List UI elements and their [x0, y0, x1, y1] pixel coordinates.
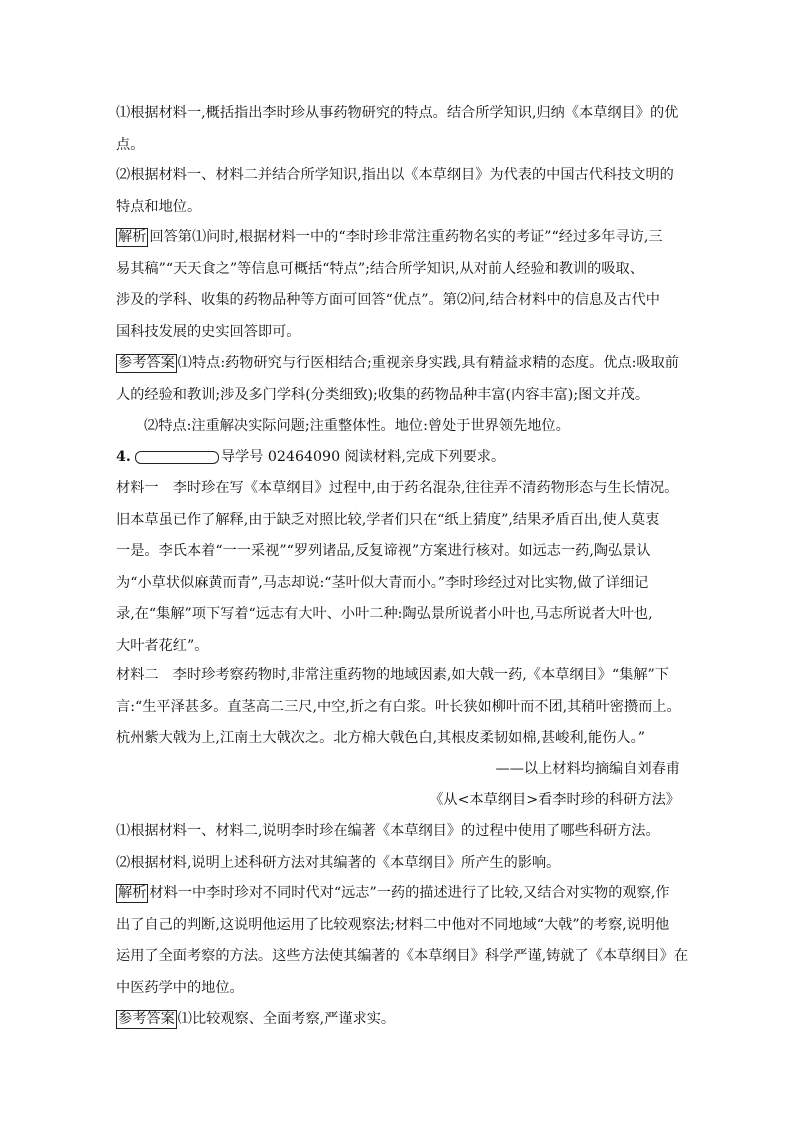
material-2: 材料二 李时珍考察药物时,非常注重药物的地域因素,如大戟一药,《本草纲目》“集解”下 言:“生平泽甚多。直茎高二三尺,中空,折之有白浆。叶长狭如柳叶而不团,其稍叶密攒而上。 杭州紫大戟为上,江南土大戟次之。北方棉大戟色白,其根皮柔韧如棉,甚峻利,能伤人。”: [116, 667, 681, 747]
source-title: 《从<本草纲目>看李时珍的科研方法》: [429, 792, 680, 808]
source-attribution: ——以上材料均摘编自刘春甫: [495, 761, 680, 777]
answer-tag: 参考答案: [118, 1011, 175, 1027]
answer-3: 参考答案 ⑴特点:药物研究与行医相结合;重视亲身实践,具有精益求精的态度。优点:吸取前 人的经验和教训;涉及多门学科(分类细致);收集的药物品种丰富(内容丰富);图文并茂。 ⑵特点:注重解决实际问题;注重整体性。地位:曾处于世界领先地位。: [116, 355, 679, 435]
guide-number-box: [135, 451, 219, 464]
analysis-tag: 解析: [118, 229, 147, 245]
question-3-part-1: ⑴根据材料一,概括指出李时珍从事药物研究的特点。结合所学知识,归纳《本草纲目》的优 点。: [116, 105, 679, 153]
analysis-3: 解析 回答第⑴问时,根据材料一中的“李时珍非常注重药物名实的考证”“经过多年寻访,三 易其稿”“天天食之”等信息可概括“特点”;结合所学知识,从对前人经验和教训的吸取、 涉及的学科、收集的药物品种等方面可回答“优点”。第⑵问,结合材料中的信息及古代中 国科技发展的史实回答即可。: [116, 229, 663, 340]
answer-4: 参考答案 ⑴比较观察、全面考察,严谨求实。: [118, 1011, 396, 1027]
analysis-4: 解析 材料一中李时珍对不同时代对“远志”一药的描述进行了比较,又结合对实物的观察,作 出了自己的判断,这说明他运用了比较观察法;材料二中他对不同地域“大戟”的考察,说明他 运用了全面考察的方法。这些方法使其编著的《本草纲目》科学严谨,铸就了《本草纲目》在 中医药学中的地位。: [116, 885, 689, 996]
analysis-tag: 解析: [118, 885, 147, 901]
question-4-header: 4. 导学号 02464090 阅读材料,完成下列要求。: [116, 449, 506, 465]
question-4-parts: ⑴根据材料一、材料二,说明李时珍在编著《本草纲目》的过程中使用了哪些科研方法。 ⑵根据材料,说明上述科研方法对其编著的《本草纲目》所产生的影响。: [116, 823, 660, 871]
question-number: 4.: [116, 449, 131, 465]
answer-tag: 参考答案: [118, 355, 175, 371]
question-3-part-2: ⑵根据材料一、材料二并结合所学知识,指出以《本草纲目》为代表的中国古代科技文明的 特点和地位。: [116, 167, 674, 215]
material-1: 材料一 李时珍在写《本草纲目》过程中,由于药名混杂,往往弄不清药物形态与生长情况。 旧本草虽已作了解释,由于缺乏对照比较,学者们只在“纸上猜度”,结果矛盾百出,使人莫衷 一是。李氏本着“一一采视”“罗列诸品,反复谛视”方案进行核对。如远志一药,陶弘景认 为“小草状似麻黄而青”,马志却说:“茎叶似大青而小。”李时珍经过对比实物,做了详细记 录,在“集解”项下写着“远志有大叶、小叶二种:陶弘景所说者小叶也,马志所说者大叶也, 大叶者花红”。: [116, 480, 679, 654]
